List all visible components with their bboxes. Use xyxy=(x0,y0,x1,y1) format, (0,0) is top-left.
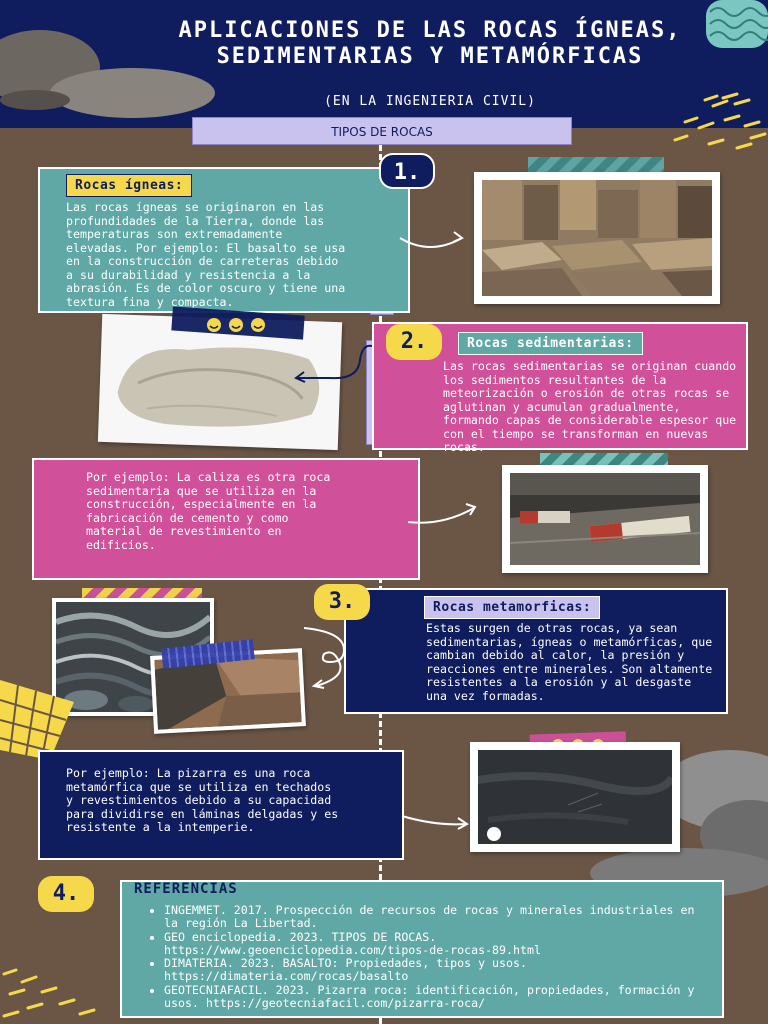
igneous-text: Las rocas ígneas se originaron en las profundidades de la Tierra, donde las temperaturas son extremadamente elevadas. Por ejemplo: El basalto se usa en la construcción de carreteras debido a su durabilidad y resistencia a la abrasión. Es de color oscuro y tiene una textura fina y compacta. xyxy=(66,200,346,309)
basalt-photo xyxy=(474,172,720,304)
slate-photo xyxy=(470,742,680,852)
igneous-heading: Rocas ígneas: xyxy=(66,174,192,197)
arrow-icon xyxy=(406,500,482,530)
basalt-columns-image xyxy=(482,180,712,296)
decorative-hatch-icon xyxy=(665,92,768,162)
reference-item: • DIMATERIA. 2023. BASALTO: Propiedades, tipos y usos. https://dimateria.com/rocas/basalto xyxy=(164,957,708,984)
slate-sheet-image xyxy=(478,750,672,844)
arrow-icon xyxy=(286,340,376,384)
decorative-grid-icon xyxy=(0,680,74,760)
metamorphic-text: Estas surgen de otras rocas, ya sean sedimentarias, ígneas o metamórficas, que cambian debido al calor, la presión y reacciones entre minerales. Son altamente resistentes a la erosión y al desgaste una vez formadas. xyxy=(426,621,713,703)
references-list xyxy=(148,904,708,1010)
decorative-hatch-icon xyxy=(0,964,110,1024)
section-number-1: 1. xyxy=(379,153,435,189)
references-heading: REFERENCIAS xyxy=(134,881,238,897)
section-number-4: 4. xyxy=(38,876,94,912)
sedimentary-text: Las rocas sedimentarias se originan cuando los sedimentos resultantes de la meteorización o erosión de otras rocas se aglutinan y acumulan gradualmente, formando capas de considerable espesor que con el tiempo se transforman en nuevas rocas. xyxy=(443,359,737,454)
decorative-pattern-icon xyxy=(706,0,768,48)
reference-item: • GEOTECNIAFACIL. 2023. Pizarra roca: identificación, propiedades, formación y usos. https://geotecniafacil.com/pizarra-roca/ xyxy=(164,984,708,1011)
reference-item: • INGEMMET. 2017. Prospección de recursos de rocas y minerales industriales en la región La Libertad. xyxy=(164,904,708,931)
metamorphic-heading: Rocas metamorficas: xyxy=(424,596,600,619)
decorative-rock-image xyxy=(0,90,70,110)
page-subtitle: (EN LA INGENIERIA CIVIL) xyxy=(324,94,536,109)
arrow-icon xyxy=(398,228,470,258)
section-number-3: 3. xyxy=(314,584,370,620)
metamorphic-example-text: Por ejemplo: La pizarra es una roca metamórfica que se utiliza en techados y revestimientos debido a su capacidad para dividirse en láminas delgadas y es resistente a la intemperie. xyxy=(66,766,339,834)
section-number-2: 2. xyxy=(386,324,442,360)
reference-item: • GEO enciclopedia. 2023. TIPOS DE ROCAS. https://www.geoenciclopedia.com/tipos-de-rocas-89.html xyxy=(164,931,708,958)
cement-bags-photo xyxy=(502,465,708,573)
rock-types-bar: TIPOS DE ROCAS xyxy=(192,117,572,145)
sedimentary-example-text: Por ejemplo: La caliza es otra roca sedimentaria que se utiliza en la construcción, especialmente en la fabricación de cemento y como material de revestimiento en edificios. xyxy=(86,470,331,552)
decorative-rock-image xyxy=(50,68,215,118)
sedimentary-heading: Rocas sedimentarias: xyxy=(458,332,643,355)
cement-bags-image xyxy=(510,473,700,565)
page-title: APLICACIONES DE LAS ROCAS ÍGNEAS, SEDIMENTARIAS Y METAMÓRFICAS xyxy=(178,18,682,69)
arrow-icon xyxy=(400,808,474,834)
smiley-icon xyxy=(204,316,284,334)
